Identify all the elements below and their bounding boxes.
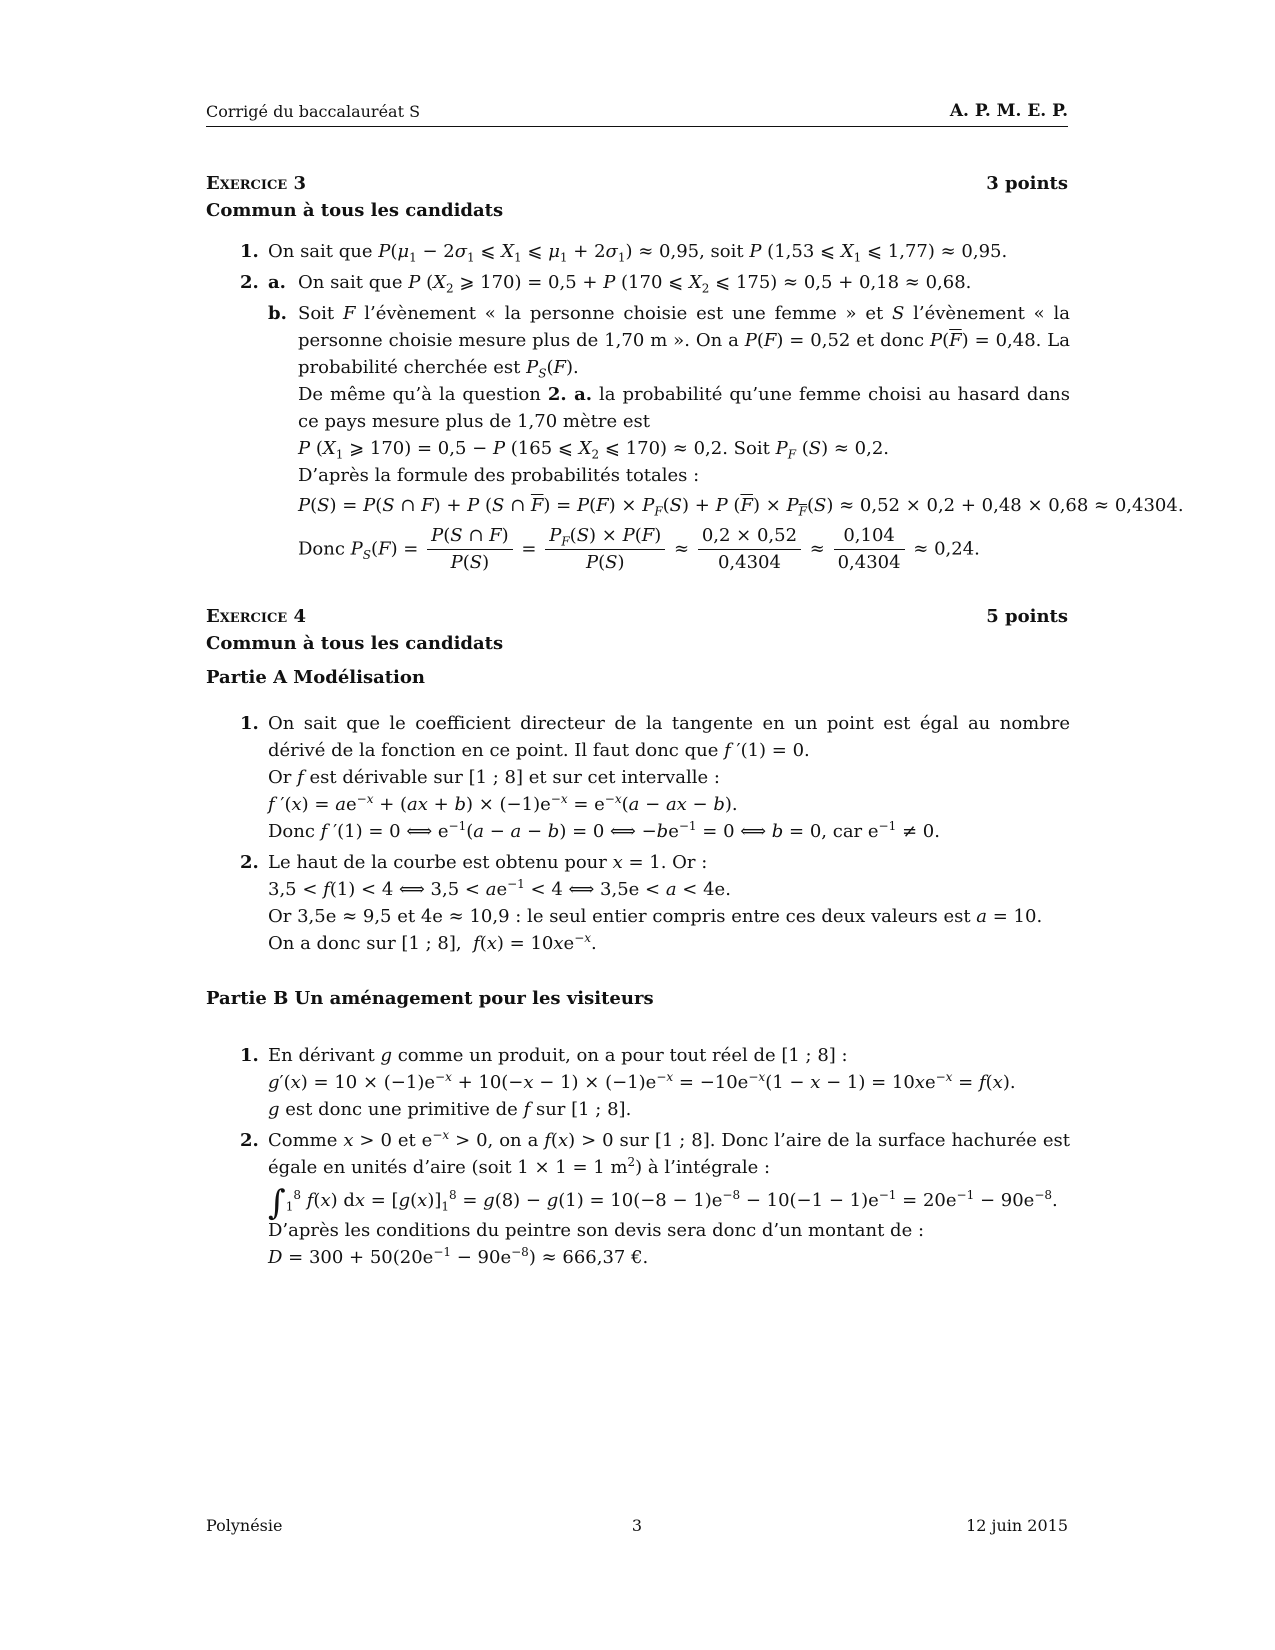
- footer-date: 12 juin 2015: [966, 1516, 1068, 1535]
- page-number: 3: [631, 1516, 643, 1535]
- ex3-question-1: 1. On sait que $P(\mu_1 - 2\sigma_1$ ⩽ $X_1$ ⩽ $\mu_1 + 2\sigma_1) \approx 0,95$, soit P (1,53 ⩽ $X_1$ ⩽ 1,77) ≈ 0,95.: [240, 241, 1008, 265]
- exercise-3-subtitle: Commun à tous les candidats: [206, 200, 504, 221]
- exercise-4-points: 5 points: [986, 606, 1068, 627]
- exercise-3-heading: [206, 170, 1068, 224]
- header-right: A. P. M. E. P.: [949, 101, 1068, 121]
- part-a-question-1: 1. On sait que le coefficient directeur de la tangente en un point est égal au nombre dérivé de la fonction en ce point. Il faut donc que f ′(1) = 0. Or f est dérivable sur [1 ; 8] et sur cet intervalle : f $'(x) = ae^{-x} + (ax + b) \times (-1)e^{-x} = e^{-x}(a$ − ax − b). Donc f ′(1) = 0 ⟺ $e^{-1}(a - a - b) = 0$ ⟺ $-be^{-1} = 0$ ⟺ b = 0, car $e^{-1} \ne 0$.: [240, 713, 1070, 842]
- part-a-body: [240, 710, 1070, 957]
- footer-left: Polynésie: [206, 1516, 283, 1535]
- page-header: [206, 98, 1068, 127]
- part-b-body: [240, 1042, 1070, 1271]
- exercise-4-subtitle: Commun à tous les candidats: [206, 633, 504, 654]
- exercise-3-points: 3 points: [986, 173, 1068, 194]
- exercise-3-body: [240, 238, 1184, 576]
- ex3-question-2a: a. On sait que P ($X_2$ ⩾ 170) = 0,5 + P (170 ⩽ $X_2$ ⩽ 175) ≈ 0,5 + 0,18 ≈ 0,68.: [268, 272, 972, 296]
- exercise-4-heading: [206, 603, 1068, 657]
- exercise-3-title: Exercice 3: [206, 173, 306, 194]
- part-b-question-1: 1. En dérivant g comme un produit, on a pour tout réel de [1 ; 8] : $g'(x) = 10 \times (-1)e^{-x} + 10(-x - 1) \times (-1)e^{-x} = -10e^{-x}(1 - x - 1) = 10xe^{-x} = f(x)$. g est donc une primitive de f sur [1 ; 8].: [240, 1045, 1016, 1120]
- part-b-title: Partie B Un aménagement pour les visiteurs: [206, 988, 654, 1009]
- part-a-question-2: 2. Le haut de la courbe est obtenu pour x = 1. Or : 3,5 < f(1) < 4 ⟺ $3,5 < ae^{-1} < 4$ ⟺ 3,5e < a < 4e. Or 3,5e ≈ 9,5 et 4e ≈ 10,9 : le seul entier compris entre ces deux valeurs est a = 10. On a donc sur [1 ; 8], $f(x) = 10xe^{-x}$.: [240, 852, 1043, 954]
- exercise-4-title: Exercice 4: [206, 606, 306, 627]
- part-b-question-2: 2. Comme x > 0 et $e^{-x} > 0$, on a f(x) > 0 sur [1 ; 8]. Donc l’aire de la surface hachurée est égale en unités d’aire (soit 1 × 1 = 1 $m^2$) à l’intégrale : $\int_1^8$ f(x) dx = $[g(x)]_1^8 = g(8) - g(1) = 10(-8 - 1)e^{-8} - 10(-1 - 1)e^{-1} = 20e^{-1} - 90e^{-8}$. D’après les conditions du peintre son devis sera donc d’un montant de : $D = 300 + 50(20e^{-1} - 90e^{-8}) \approx 666,37$ €.: [240, 1128, 1070, 1268]
- part-a-title: Partie A Modélisation: [206, 667, 425, 688]
- ex3-question-2b: b. Soit F l’évènement « la personne choisie est une femme » et S l’évènement « la personne choisie mesure plus de 1,70 m ». On a P(F) = 0,52 et donc $P(\overline{F}) = 0,48$. La probabilité cherchée est $P_S(F)$. De même qu’à la question 2. a. la probabilité qu’une femme choisi au hasard dans ce pays mesure plus de 1,70 mètre est P ($X_1$ ⩾ 170) = 0,5 − P (165 ⩽ $X_2$ ⩽ 170) ≈ 0,2. Soit $P_F$ (S) ≈ 0,2. D’après la formule des probabilités totales : P(S) = P(S ∩ F) + P (S ∩ $\overline{F}) = P(F) \times P_F(S) + P$ $(\overline{F}) \times P_{\overline{F}}(S) \approx 0,52 \times 0,2 + 0,48 \times 0,68 \approx 0,4304$. Donc $P_S(F)$ = $\frac{P(S \cap F)}{P(S)}$ = $\frac{P_F(S) \times P(F)}{P(S)}$ ≈ $\frac{0,2 \times 0,52}{0,4304}$ ≈ $\frac{0,104}{0,4304}$ ≈ 0,24.: [268, 303, 1184, 573]
- page-footer: [206, 1512, 1068, 1539]
- ex3-question-2: 2. a. On sait que P ($X_2$ ⩾ 170) = 0,5 + P (170 ⩽ $X_2$ ⩽ 175) ≈ 0,5 + 0,18 ≈ 0,68. b. Soit F l’évènement « la personne choisie est une femme » et S l’évènement « la personne choisie mesure plus de 1,70 m ». On a P(F) = 0,52 et donc $P(\overline{F}) = 0,48$. La probabilité cherchée est $P_S(F)$. De même qu’à la question 2. a. la probabilité qu’une femme choisi au hasard dans ce pays mesure plus de 1,70 mètre est P ($X_1$ ⩾ 170) = 0,5 − P (165 ⩽ $X_2$ ⩽ 170) ≈ 0,2. Soit $P_F$ (S) ≈ 0,2. D’après la formule des probabilités totales : P(S) = P(S ∩ F) + P (S ∩ $\overline{F}) = P(F) \times P_F(S) + P$ $(\overline{F}) \times P_{\overline{F}}(S) \approx 0,52 \times 0,2 + 0,48 \times 0,68 \approx 0,4304$. Donc $P_S(F)$ = $\frac{P(S \cap F)}{P(S)}$ = $\frac{P_F(S) \times P(F)}{P(S)}$ ≈ $\frac{0,2 \times 0,52}{0,4304}$ ≈ $\frac{0,104}{0,4304}$ ≈ 0,24.: [240, 269, 1070, 576]
- header-left: Corrigé du baccalauréat S: [206, 102, 421, 121]
